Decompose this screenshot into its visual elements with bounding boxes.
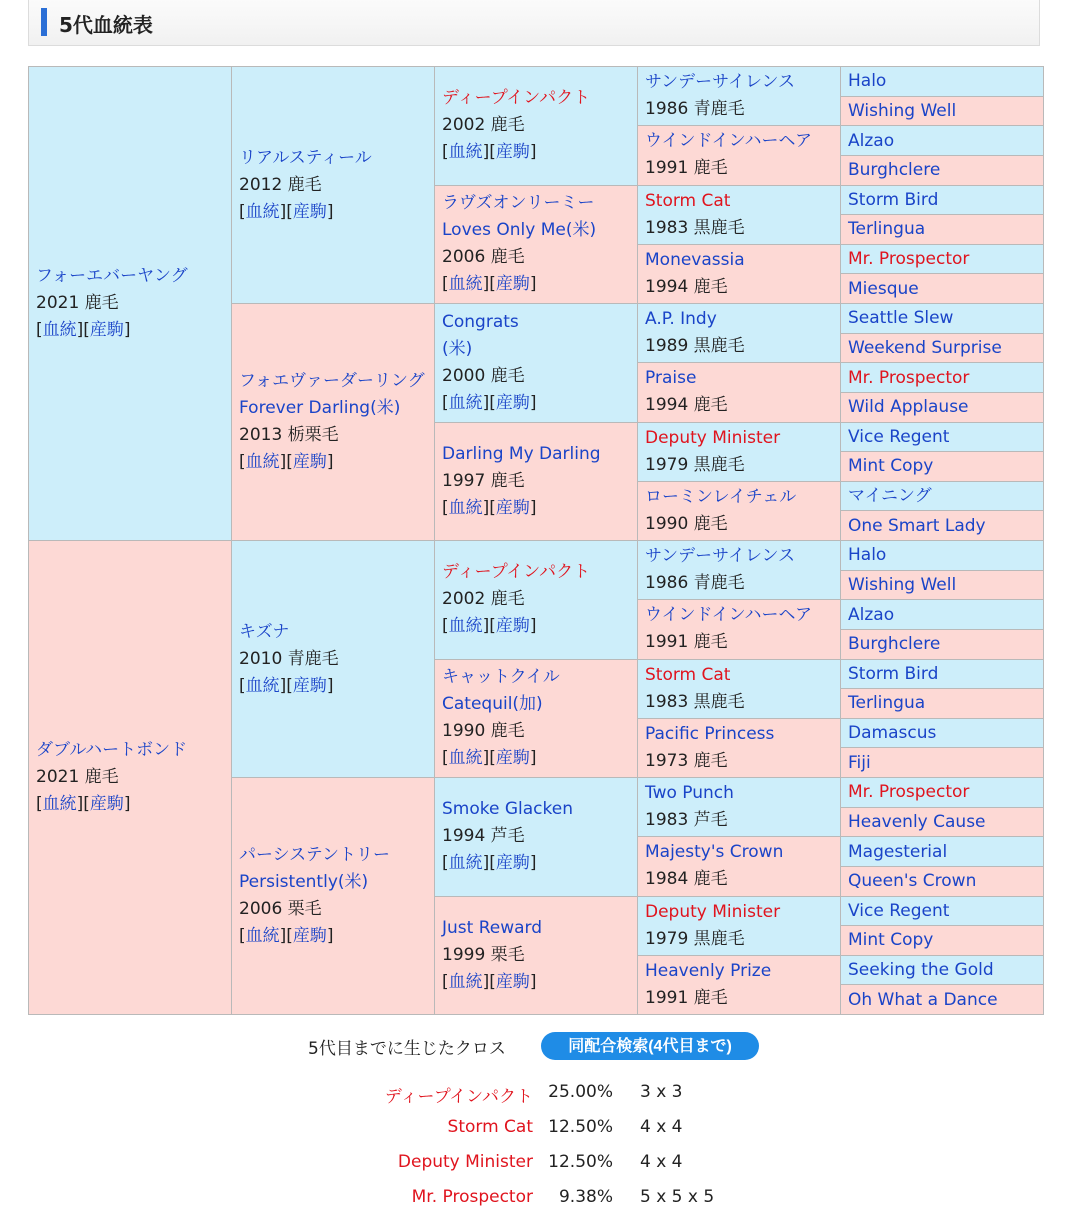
pedigree-cell-g5: [840, 866, 1044, 897]
cross-heading: 5代目までに生じたクロス: [308, 1039, 506, 1059]
horse-origin-name-link[interactable]: Persistently(米): [239, 872, 369, 892]
pedigree-link[interactable]: 血統: [42, 320, 77, 340]
pedigree-cell-g5: [840, 955, 1044, 986]
pedigree-cell-g3: [434, 422, 638, 542]
horse-birth-info: 1973 鹿毛: [645, 750, 728, 771]
pedigree-link[interactable]: 血統: [448, 497, 483, 518]
horse-name-link[interactable]: Deputy Minister: [645, 427, 781, 448]
pedigree-cell-g5: [840, 807, 1044, 838]
horse-name-link[interactable]: リアルスティール: [239, 147, 372, 168]
horse-name-link[interactable]: Storm Cat: [645, 664, 731, 685]
cross-row: [300, 1152, 800, 1178]
horse-name-link[interactable]: A.P. Indy: [645, 309, 717, 330]
pedigree-cell-g5: [840, 125, 1044, 156]
horse-links: [血統][産駒]: [239, 675, 334, 696]
horse-name-link[interactable]: Mr. Prospector: [848, 782, 970, 803]
progeny-link[interactable]: 産駒: [495, 392, 530, 413]
pedigree-link[interactable]: 血統: [448, 274, 483, 295]
pedigree-cell-g5: [840, 896, 1044, 927]
horse-name-link[interactable]: One Smart Lady: [848, 515, 986, 536]
pedigree-cell-g5: [840, 540, 1044, 571]
pedigree-cell-g3: [434, 777, 638, 897]
progeny-link[interactable]: 産駒: [495, 142, 530, 163]
pedigree-link[interactable]: 血統: [448, 748, 483, 769]
horse-origin-name-link[interactable]: Catequil(加): [442, 694, 543, 715]
horse-name-link[interactable]: Deputy Minister: [645, 901, 781, 922]
horse-birth-info: 2000 鹿毛: [442, 365, 525, 386]
horse-name-link[interactable]: Fiji: [848, 752, 871, 773]
horse-name-link[interactable]: Praise: [645, 368, 697, 389]
progeny-link[interactable]: 産駒: [495, 971, 530, 992]
cross-generations: 3 x 3: [640, 1082, 683, 1102]
horse-name-link[interactable]: マイニング: [848, 486, 932, 507]
cross-row: [300, 1117, 800, 1143]
cross-generations: 5 x 5 x 5: [640, 1187, 715, 1207]
horse-name-link[interactable]: Darling My Darling: [442, 443, 601, 464]
pedigree-cell-g1: [28, 66, 232, 541]
horse-name-link[interactable]: ウインドインハーヘア: [645, 605, 812, 626]
horse-birth-info: 1999 栗毛: [442, 944, 525, 965]
cross-horse-name[interactable]: Mr. Prospector: [411, 1187, 533, 1207]
horse-birth-info: 1994 芦毛: [442, 826, 525, 847]
horse-birth-info: 1983 黒鹿毛: [645, 691, 745, 712]
horse-name-link[interactable]: Seeking the Gold: [848, 960, 994, 981]
horse-birth-info: 1983 芦毛: [645, 810, 728, 831]
pedigree-table: [28, 66, 1043, 1014]
horse-name-link[interactable]: Halo: [848, 71, 887, 92]
pedigree-cell-g4: [637, 303, 841, 363]
horse-name-link[interactable]: Burghclere: [848, 160, 941, 181]
horse-birth-info: 1986 青鹿毛: [645, 573, 745, 594]
pedigree-cell-g5: [840, 422, 1044, 453]
horse-name-link[interactable]: Majesty's Crown: [645, 842, 784, 863]
horse-birth-info: 1989 黒鹿毛: [645, 336, 745, 357]
horse-name-link[interactable]: Mr. Prospector: [848, 367, 970, 388]
cross-percent: 12.50%: [548, 1117, 613, 1137]
pedigree-cell-g4: [637, 599, 841, 659]
pedigree-cell-g5: [840, 392, 1044, 423]
pedigree-cell-g3: [434, 66, 638, 186]
pedigree-link[interactable]: 血統: [245, 452, 280, 472]
horse-name-link[interactable]: ディープインパクト: [442, 562, 591, 583]
horse-name-link[interactable]: Storm Bird: [848, 189, 939, 210]
progeny-link[interactable]: 産駒: [495, 274, 530, 295]
horse-birth-info: 2006 栗毛: [239, 899, 322, 919]
pedigree-cell-g4: [637, 481, 841, 541]
horse-name-link[interactable]: Two Punch: [645, 783, 734, 804]
horse-name-link[interactable]: キャットクイル: [442, 667, 560, 688]
horse-birth-info: 2012 鹿毛: [239, 174, 322, 195]
horse-name-link[interactable]: サンデーサイレンス: [645, 546, 796, 567]
cross-percent: 12.50%: [548, 1152, 613, 1172]
pedigree-link[interactable]: 血統: [448, 853, 483, 874]
pedigree-cell-g2: [231, 777, 435, 1015]
horse-name-link[interactable]: Heavenly Cause: [848, 811, 986, 832]
pedigree-cell-g4: [637, 718, 841, 778]
horse-birth-info: 2010 青鹿毛: [239, 648, 339, 669]
pedigree-cell-g5: [840, 333, 1044, 364]
pedigree-cell-g4: [637, 896, 841, 956]
horse-origin-name-link[interactable]: Forever Darling(米): [239, 398, 401, 418]
pedigree-cell-g4: [637, 244, 841, 304]
horse-name-link[interactable]: Weekend Surprise: [848, 337, 1002, 358]
horse-birth-info: 1979 黒鹿毛: [645, 454, 745, 475]
horse-birth-info: 1994 鹿毛: [645, 395, 728, 416]
pedigree-cell-g3: [434, 185, 638, 305]
horse-name-link[interactable]: Miesque: [848, 278, 919, 299]
pedigree-link[interactable]: 血統: [245, 201, 280, 222]
progeny-link[interactable]: 産駒: [89, 794, 124, 814]
pedigree-cell-g5: [840, 925, 1044, 956]
horse-name-link[interactable]: Burghclere: [848, 634, 941, 655]
pedigree-cell-g4: [637, 66, 841, 126]
pedigree-cell-g5: [840, 481, 1044, 512]
horse-links: [血統][産駒]: [442, 274, 537, 295]
horse-birth-info: 1991 鹿毛: [645, 632, 728, 653]
horse-links: [血統][産駒]: [239, 452, 334, 472]
pedigree-cell-g2: [231, 540, 435, 778]
progeny-link[interactable]: 産駒: [292, 201, 327, 222]
pedigree-cell-g5: [840, 510, 1044, 541]
horse-links: [血統][産駒]: [442, 392, 537, 413]
horse-name-link[interactable]: Smoke Glacken: [442, 799, 573, 820]
pedigree-cell-g5: [840, 66, 1044, 97]
pedigree-link[interactable]: 血統: [245, 926, 280, 946]
pedigree-cell-g3: [434, 896, 638, 1016]
horse-name-link[interactable]: ローミンレイチェル: [645, 486, 797, 507]
progeny-link[interactable]: 産駒: [292, 452, 327, 472]
pedigree-cell-g3: [434, 540, 638, 660]
horse-origin-name-link[interactable]: Loves Only Me(米): [442, 220, 597, 241]
horse-links: [血統][産駒]: [442, 971, 537, 992]
horse-birth-info: 1990 鹿毛: [645, 513, 728, 534]
pedigree-cell-g4: [637, 362, 841, 422]
pedigree-cell-g5: [840, 303, 1044, 334]
horse-name-link[interactable]: Wishing Well: [848, 574, 957, 595]
pedigree-cell-g4: [637, 185, 841, 245]
horse-name-link[interactable]: ラヴズオンリーミー: [442, 193, 595, 214]
pedigree-cell-g5: [840, 984, 1044, 1015]
horse-name-link[interactable]: Wild Applause: [848, 397, 969, 418]
horse-name-link[interactable]: Storm Bird: [848, 663, 939, 684]
header-accent-bar: [41, 8, 47, 36]
horse-name-link[interactable]: Oh What a Dance: [848, 989, 998, 1010]
pedigree-cell-g5: [840, 718, 1044, 749]
horse-name-link[interactable]: Magesterial: [848, 841, 948, 862]
horse-name-link[interactable]: Congrats: [442, 311, 519, 332]
horse-name-link[interactable]: Alzao: [848, 130, 895, 151]
pedigree-cell-g5: [840, 688, 1044, 719]
horse-birth-info: 1997 鹿毛: [442, 470, 525, 491]
horse-links: [血統][産駒]: [442, 853, 537, 874]
pedigree-link[interactable]: 血統: [448, 392, 483, 413]
horse-name-link[interactable]: Damascus: [848, 723, 937, 744]
pedigree-cell-g5: [840, 777, 1044, 808]
horse-name-link[interactable]: Pacific Princess: [645, 723, 775, 744]
horse-links: [血統][産駒]: [442, 142, 537, 163]
horse-name-link[interactable]: Vice Regent: [848, 900, 950, 921]
progeny-link[interactable]: 産駒: [495, 748, 530, 769]
pedigree-cell-g5: [840, 96, 1044, 127]
horse-birth-info: 2013 栃栗毛: [239, 425, 339, 445]
pedigree-cell-g1: [28, 540, 232, 1015]
cross-horse-name[interactable]: Storm Cat: [447, 1117, 533, 1137]
horse-birth-info: 1984 鹿毛: [645, 869, 728, 890]
progeny-link[interactable]: 産駒: [89, 320, 124, 340]
horse-links: [血統][産駒]: [442, 616, 537, 637]
progeny-link[interactable]: 産駒: [495, 616, 530, 637]
cross-percent: 25.00%: [548, 1082, 613, 1102]
horse-name-link[interactable]: パーシステントリー: [239, 845, 390, 865]
horse-birth-info: 1986 青鹿毛: [645, 99, 745, 120]
horse-name-link[interactable]: Wishing Well: [848, 100, 957, 121]
pedigree-cell-g4: [637, 540, 841, 600]
pedigree-cell-g5: [840, 451, 1044, 482]
cross-generations: 4 x 4: [640, 1117, 683, 1137]
horse-birth-info: 2002 鹿毛: [442, 115, 525, 136]
horse-name-link[interactable]: Monevassia: [645, 249, 745, 270]
horse-links: [血統][産駒]: [442, 497, 537, 518]
pedigree-cell-g5: [840, 273, 1044, 304]
pedigree-cell-g3: [434, 659, 638, 779]
pedigree-link[interactable]: 血統: [42, 794, 77, 814]
horse-name-link[interactable]: Just Reward: [442, 917, 543, 938]
pedigree-cell-g4: [637, 836, 841, 896]
horse-name-link[interactable]: フォエヴァーダーリング: [239, 371, 425, 391]
horse-name-link[interactable]: ウインドインハーヘア: [645, 131, 812, 152]
horse-name-link[interactable]: Terlingua: [848, 693, 926, 714]
cross-horse-name[interactable]: ディープインパクト: [384, 1087, 533, 1107]
horse-name-link[interactable]: サンデーサイレンス: [645, 72, 796, 93]
pedigree-cell-g4: [637, 777, 841, 837]
pedigree-cell-g4: [637, 125, 841, 185]
cross-row: [300, 1082, 800, 1108]
cross-generations: 4 x 4: [640, 1152, 683, 1172]
horse-birth-info: 1983 黒鹿毛: [645, 217, 745, 238]
horse-birth-info: 1991 鹿毛: [645, 158, 728, 179]
horse-name-link[interactable]: ディープインパクト: [442, 88, 591, 109]
pedigree-cell-g5: [840, 185, 1044, 216]
pedigree-cell-g2: [231, 303, 435, 541]
pedigree-cell-g4: [637, 659, 841, 719]
pedigree-cell-g2: [231, 66, 435, 304]
horse-links: [血統][産駒]: [36, 320, 131, 340]
progeny-link[interactable]: 産駒: [292, 926, 327, 946]
pedigree-cell-g5: [840, 214, 1044, 245]
horse-birth-info: 2006 鹿毛: [442, 247, 525, 268]
horse-name-link[interactable]: キズナ: [239, 621, 290, 642]
horse-birth-info: 1994 鹿毛: [645, 276, 728, 297]
pedigree-link[interactable]: 血統: [245, 675, 280, 696]
horse-name-link[interactable]: ダブルハートボンド: [36, 740, 188, 760]
same-mating-search-button[interactable]: 同配合検索(4代目まで): [541, 1032, 759, 1060]
pedigree-cell-g4: [637, 955, 841, 1015]
cross-percent: 9.38%: [558, 1187, 613, 1207]
pedigree-cell-g5: [840, 362, 1044, 393]
horse-links: [血統][産駒]: [239, 926, 334, 946]
horse-links: [血統][産駒]: [36, 794, 131, 814]
horse-name-link[interactable]: Vice Regent: [848, 426, 950, 447]
horse-name-link[interactable]: Terlingua: [848, 219, 926, 240]
pedigree-cell-g3: [434, 303, 638, 423]
pedigree-cell-g5: [840, 599, 1044, 630]
horse-name-link[interactable]: フォーエバーヤング: [36, 266, 188, 286]
pedigree-cell-g5: [840, 244, 1044, 275]
horse-origin-name-link[interactable]: (米): [442, 338, 473, 359]
horse-name-link[interactable]: Seattle Slew: [848, 308, 954, 329]
horse-birth-info: 1979 黒鹿毛: [645, 928, 745, 949]
horse-name-link[interactable]: Mint Copy: [848, 930, 934, 951]
horse-links: [血統][産駒]: [442, 748, 537, 769]
section-header: [28, 0, 1040, 46]
horse-links: [血統][産駒]: [239, 201, 334, 222]
horse-name-link[interactable]: Queen's Crown: [848, 871, 977, 892]
horse-name-link[interactable]: Mint Copy: [848, 456, 934, 477]
horse-birth-info: 2021 鹿毛: [36, 293, 119, 313]
pedigree-cell-g5: [840, 629, 1044, 660]
pedigree-cell-g5: [840, 155, 1044, 186]
pedigree-cell-g5: [840, 570, 1044, 601]
progeny-link[interactable]: 産駒: [292, 675, 327, 696]
pedigree-link[interactable]: 血統: [448, 142, 483, 163]
progeny-link[interactable]: 産駒: [495, 497, 530, 518]
horse-name-link[interactable]: Storm Cat: [645, 190, 731, 211]
pedigree-link[interactable]: 血統: [448, 616, 483, 637]
pedigree-cell-g5: [840, 836, 1044, 867]
pedigree-cell-g5: [840, 747, 1044, 778]
horse-birth-info: 1990 鹿毛: [442, 721, 525, 742]
page-title: 5代血統表: [59, 13, 153, 37]
horse-name-link[interactable]: Alzao: [848, 604, 895, 625]
horse-birth-info: 2021 鹿毛: [36, 767, 119, 787]
horse-name-link[interactable]: Mr. Prospector: [848, 249, 970, 270]
horse-name-link[interactable]: Heavenly Prize: [645, 960, 772, 981]
horse-birth-info: 1991 鹿毛: [645, 987, 728, 1008]
pedigree-link[interactable]: 血統: [448, 971, 483, 992]
horse-birth-info: 2002 鹿毛: [442, 589, 525, 610]
cross-row: [300, 1187, 800, 1213]
cross-horse-name[interactable]: Deputy Minister: [397, 1152, 533, 1172]
horse-name-link[interactable]: Halo: [848, 545, 887, 566]
progeny-link[interactable]: 産駒: [495, 853, 530, 874]
pedigree-cell-g4: [637, 422, 841, 482]
pedigree-cell-g5: [840, 659, 1044, 690]
